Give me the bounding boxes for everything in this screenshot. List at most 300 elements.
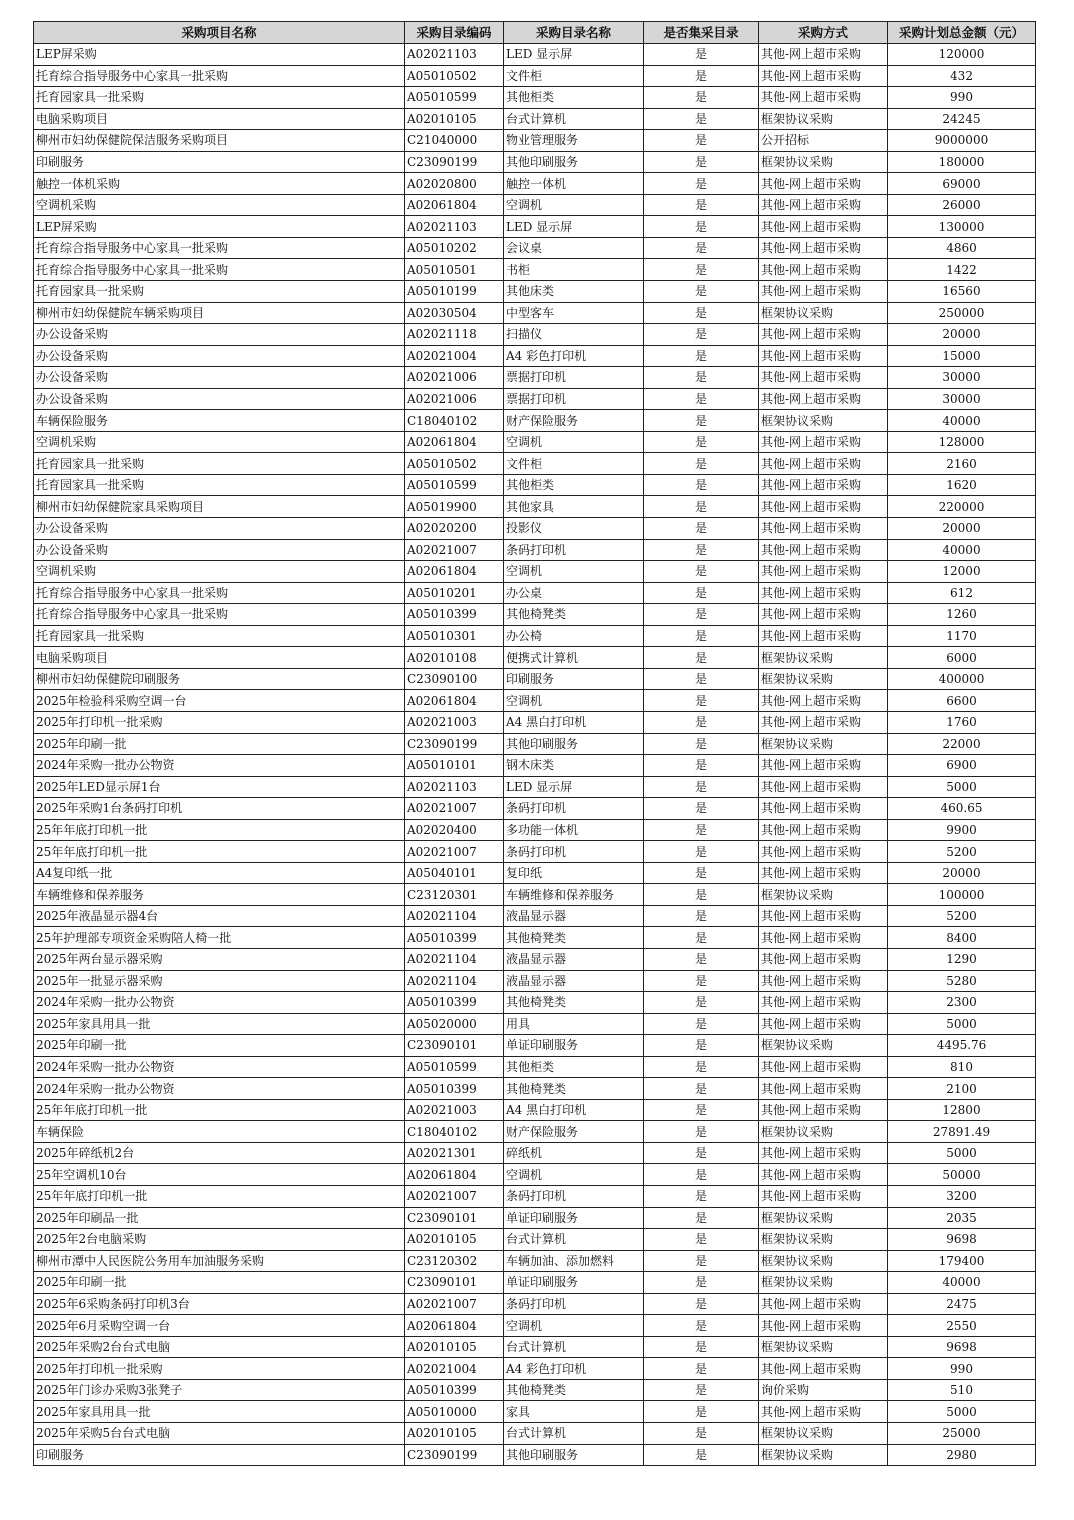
method-cell: 其他-网上超市采购 (759, 259, 888, 281)
method-cell: 框架协议采购 (759, 410, 888, 432)
project-name-cell: LEP屏采购 (34, 216, 405, 238)
table-row (34, 690, 1036, 712)
table-row (34, 1185, 1036, 1207)
catalog-code-cell: A02021006 (405, 388, 504, 410)
table-row (34, 216, 1036, 238)
catalog-name-cell: 钢木床类 (504, 755, 644, 777)
catalog-name-cell: LED 显示屏 (504, 216, 644, 238)
catalog-name-cell: 其他印刷服务 (504, 1444, 644, 1466)
table-row (34, 130, 1036, 152)
project-name-cell: 空调机采购 (34, 194, 405, 216)
centralized-cell: 是 (644, 798, 759, 820)
centralized-cell: 是 (644, 496, 759, 518)
centralized-cell: 是 (644, 841, 759, 863)
centralized-cell: 是 (644, 1444, 759, 1466)
catalog-code-cell: A02061804 (405, 194, 504, 216)
amount-cell: 2550 (888, 1315, 1036, 1337)
catalog-code-cell: A02021007 (405, 1293, 504, 1315)
project-name-cell: 25年年底打印机一批 (34, 1099, 405, 1121)
project-name-cell: LEP屏采购 (34, 44, 405, 66)
centralized-cell: 是 (644, 690, 759, 712)
centralized-cell: 是 (644, 237, 759, 259)
amount-cell: 1422 (888, 259, 1036, 281)
amount-cell: 15000 (888, 345, 1036, 367)
catalog-name-cell: 其他家具 (504, 496, 644, 518)
table-row (34, 1358, 1036, 1380)
method-cell: 框架协议采购 (759, 1423, 888, 1445)
amount-cell: 27891.49 (888, 1121, 1036, 1143)
centralized-cell: 是 (644, 1379, 759, 1401)
table-row (34, 108, 1036, 130)
catalog-name-cell: 车辆加油、添加燃料 (504, 1250, 644, 1272)
method-cell: 其他-网上超市采购 (759, 388, 888, 410)
centralized-cell: 是 (644, 431, 759, 453)
centralized-cell: 是 (644, 1099, 759, 1121)
catalog-name-cell: 便携式计算机 (504, 647, 644, 669)
table-row (34, 453, 1036, 475)
project-name-cell: 车辆保险服务 (34, 410, 405, 432)
project-name-cell: 2025年碎纸机2台 (34, 1142, 405, 1164)
table-row (34, 625, 1036, 647)
table-row (34, 1336, 1036, 1358)
method-cell: 其他-网上超市采购 (759, 173, 888, 195)
catalog-name-cell: 物业管理服务 (504, 130, 644, 152)
catalog-code-cell: C23090101 (405, 1207, 504, 1229)
method-cell: 其他-网上超市采购 (759, 755, 888, 777)
centralized-cell: 是 (644, 1358, 759, 1380)
method-cell: 其他-网上超市采购 (759, 1078, 888, 1100)
amount-cell: 1620 (888, 474, 1036, 496)
catalog-code-cell: A02010105 (405, 1336, 504, 1358)
catalog-code-cell: A02021007 (405, 798, 504, 820)
catalog-name-cell: 条码打印机 (504, 798, 644, 820)
table-row (34, 970, 1036, 992)
catalog-code-cell: A05010199 (405, 281, 504, 303)
centralized-cell: 是 (644, 604, 759, 626)
amount-cell: 990 (888, 1358, 1036, 1380)
catalog-code-cell: A05010399 (405, 992, 504, 1014)
centralized-cell: 是 (644, 65, 759, 87)
table-row (34, 905, 1036, 927)
catalog-name-cell: LED 显示屏 (504, 776, 644, 798)
catalog-code-cell: A02010105 (405, 108, 504, 130)
catalog-code-cell: A05010599 (405, 87, 504, 109)
method-cell: 其他-网上超市采购 (759, 87, 888, 109)
catalog-code-cell: A02021004 (405, 345, 504, 367)
project-name-cell: 车辆维修和保养服务 (34, 884, 405, 906)
catalog-code-cell: C18040102 (405, 410, 504, 432)
catalog-code-cell: C21040000 (405, 130, 504, 152)
centralized-cell: 是 (644, 539, 759, 561)
catalog-code-cell: A02021103 (405, 776, 504, 798)
table-row (34, 1013, 1036, 1035)
catalog-code-cell: A02021007 (405, 1185, 504, 1207)
method-cell: 其他-网上超市采购 (759, 625, 888, 647)
method-cell: 其他-网上超市采购 (759, 1401, 888, 1423)
method-cell: 其他-网上超市采购 (759, 862, 888, 884)
centralized-cell: 是 (644, 1035, 759, 1057)
catalog-name-cell: A4 彩色打印机 (504, 345, 644, 367)
amount-cell: 25000 (888, 1423, 1036, 1445)
amount-cell: 2035 (888, 1207, 1036, 1229)
method-cell: 框架协议采购 (759, 1444, 888, 1466)
catalog-name-cell: 家具 (504, 1401, 644, 1423)
method-cell: 其他-网上超市采购 (759, 1099, 888, 1121)
project-name-cell: 25年年底打印机一批 (34, 1185, 405, 1207)
project-name-cell: 2024年采购一批办公物资 (34, 1056, 405, 1078)
method-cell: 其他-网上超市采购 (759, 690, 888, 712)
centralized-cell: 是 (644, 1336, 759, 1358)
amount-cell: 179400 (888, 1250, 1036, 1272)
catalog-code-cell: A02021006 (405, 367, 504, 389)
method-cell: 其他-网上超市采购 (759, 582, 888, 604)
centralized-cell: 是 (644, 1121, 759, 1143)
project-name-cell: 触控一体机采购 (34, 173, 405, 195)
project-name-cell: 空调机采购 (34, 431, 405, 453)
catalog-name-cell: 其他椅凳类 (504, 1078, 644, 1100)
catalog-code-cell: A05010502 (405, 65, 504, 87)
amount-cell: 40000 (888, 539, 1036, 561)
method-cell: 框架协议采购 (759, 108, 888, 130)
project-name-cell: 2025年6采购条码打印机3台 (34, 1293, 405, 1315)
project-name-cell: 2025年印刷一批 (34, 1272, 405, 1294)
project-name-cell: 托育综合指导服务中心家具一批采购 (34, 65, 405, 87)
amount-cell: 510 (888, 1379, 1036, 1401)
catalog-code-cell: A05010399 (405, 1078, 504, 1100)
centralized-cell: 是 (644, 1315, 759, 1337)
header-row (34, 22, 1036, 44)
catalog-code-cell: A02021003 (405, 711, 504, 733)
project-name-cell: 2025年采购5台台式电脑 (34, 1423, 405, 1445)
method-cell: 其他-网上超市采购 (759, 819, 888, 841)
project-name-cell: 2025年一批显示器采购 (34, 970, 405, 992)
amount-cell: 990 (888, 87, 1036, 109)
catalog-code-cell: A05010502 (405, 453, 504, 475)
table-row (34, 561, 1036, 583)
project-name-cell: 托育园家具一批采购 (34, 87, 405, 109)
centralized-cell: 是 (644, 668, 759, 690)
centralized-cell: 是 (644, 87, 759, 109)
catalog-name-cell: 其他椅凳类 (504, 604, 644, 626)
method-cell: 其他-网上超市采购 (759, 561, 888, 583)
centralized-cell: 是 (644, 1013, 759, 1035)
catalog-name-cell: 复印纸 (504, 862, 644, 884)
amount-cell: 2300 (888, 992, 1036, 1014)
table-row (34, 388, 1036, 410)
catalog-name-cell: 触控一体机 (504, 173, 644, 195)
amount-cell: 26000 (888, 194, 1036, 216)
table-row (34, 410, 1036, 432)
centralized-cell: 是 (644, 474, 759, 496)
header-catalog-name: 采购目录名称 (504, 22, 644, 44)
catalog-name-cell: 用具 (504, 1013, 644, 1035)
catalog-name-cell: LED 显示屏 (504, 44, 644, 66)
method-cell: 其他-网上超市采购 (759, 281, 888, 303)
catalog-name-cell: 其他印刷服务 (504, 151, 644, 173)
method-cell: 其他-网上超市采购 (759, 1293, 888, 1315)
table-row (34, 1423, 1036, 1445)
method-cell: 框架协议采购 (759, 1207, 888, 1229)
centralized-cell: 是 (644, 1272, 759, 1294)
amount-cell: 6600 (888, 690, 1036, 712)
catalog-name-cell: 碎纸机 (504, 1142, 644, 1164)
catalog-name-cell: 液晶显示器 (504, 905, 644, 927)
amount-cell: 400000 (888, 668, 1036, 690)
method-cell: 其他-网上超市采购 (759, 841, 888, 863)
table-row (34, 776, 1036, 798)
table-row (34, 1035, 1036, 1057)
amount-cell: 5000 (888, 1013, 1036, 1035)
table-row (34, 1401, 1036, 1423)
centralized-cell: 是 (644, 324, 759, 346)
table-row (34, 1164, 1036, 1186)
project-name-cell: A4复印纸一批 (34, 862, 405, 884)
table-row (34, 65, 1036, 87)
amount-cell: 1260 (888, 604, 1036, 626)
catalog-code-cell: A05010000 (405, 1401, 504, 1423)
table-row (34, 668, 1036, 690)
centralized-cell: 是 (644, 927, 759, 949)
header-amount: 采购计划总金额（元） (888, 22, 1036, 44)
method-cell: 框架协议采购 (759, 733, 888, 755)
table-row (34, 819, 1036, 841)
amount-cell: 5000 (888, 1142, 1036, 1164)
catalog-code-cell: A02061804 (405, 431, 504, 453)
catalog-code-cell: A02021004 (405, 1358, 504, 1380)
table-row (34, 1078, 1036, 1100)
table-row (34, 647, 1036, 669)
centralized-cell: 是 (644, 44, 759, 66)
amount-cell: 20000 (888, 324, 1036, 346)
catalog-name-cell: 财产保险服务 (504, 410, 644, 432)
table-row (34, 496, 1036, 518)
method-cell: 框架协议采购 (759, 1229, 888, 1251)
method-cell: 其他-网上超市采购 (759, 237, 888, 259)
table-row (34, 1293, 1036, 1315)
method-cell: 其他-网上超市采购 (759, 194, 888, 216)
method-cell: 其他-网上超市采购 (759, 453, 888, 475)
centralized-cell: 是 (644, 388, 759, 410)
catalog-name-cell: 其他床类 (504, 281, 644, 303)
project-name-cell: 办公设备采购 (34, 367, 405, 389)
catalog-name-cell: 中型客车 (504, 302, 644, 324)
catalog-name-cell: 台式计算机 (504, 1229, 644, 1251)
table-row (34, 87, 1036, 109)
table-row (34, 237, 1036, 259)
amount-cell: 12000 (888, 561, 1036, 583)
catalog-code-cell: A05010599 (405, 1056, 504, 1078)
catalog-code-cell: C23090199 (405, 1444, 504, 1466)
amount-cell: 5280 (888, 970, 1036, 992)
catalog-code-cell: A02021007 (405, 539, 504, 561)
catalog-name-cell: 印刷服务 (504, 668, 644, 690)
amount-cell: 810 (888, 1056, 1036, 1078)
amount-cell: 2100 (888, 1078, 1036, 1100)
project-name-cell: 2025年两台显示器采购 (34, 948, 405, 970)
method-cell: 框架协议采购 (759, 1035, 888, 1057)
method-cell: 其他-网上超市采购 (759, 905, 888, 927)
centralized-cell: 是 (644, 733, 759, 755)
amount-cell: 30000 (888, 367, 1036, 389)
centralized-cell: 是 (644, 108, 759, 130)
centralized-cell: 是 (644, 1401, 759, 1423)
centralized-cell: 是 (644, 884, 759, 906)
catalog-code-cell: C18040102 (405, 1121, 504, 1143)
project-name-cell: 空调机采购 (34, 561, 405, 583)
centralized-cell: 是 (644, 905, 759, 927)
amount-cell: 2475 (888, 1293, 1036, 1315)
catalog-code-cell: A05010399 (405, 1379, 504, 1401)
centralized-cell: 是 (644, 1293, 759, 1315)
amount-cell: 12800 (888, 1099, 1036, 1121)
table-row (34, 259, 1036, 281)
catalog-code-cell: A02061804 (405, 1164, 504, 1186)
catalog-code-cell: C23090101 (405, 1272, 504, 1294)
table-row (34, 324, 1036, 346)
project-name-cell: 柳州市妇幼保健院印刷服务 (34, 668, 405, 690)
project-name-cell: 办公设备采购 (34, 518, 405, 540)
project-name-cell: 2025年LED显示屏1台 (34, 776, 405, 798)
catalog-name-cell: 条码打印机 (504, 1293, 644, 1315)
method-cell: 框架协议采购 (759, 668, 888, 690)
project-name-cell: 2025年打印机一批采购 (34, 711, 405, 733)
project-name-cell: 托育综合指导服务中心家具一批采购 (34, 582, 405, 604)
amount-cell: 9900 (888, 819, 1036, 841)
amount-cell: 250000 (888, 302, 1036, 324)
table-row (34, 948, 1036, 970)
amount-cell: 30000 (888, 388, 1036, 410)
method-cell: 其他-网上超市采购 (759, 367, 888, 389)
amount-cell: 220000 (888, 496, 1036, 518)
table-row (34, 884, 1036, 906)
method-cell: 其他-网上超市采购 (759, 948, 888, 970)
catalog-name-cell: 其他椅凳类 (504, 992, 644, 1014)
method-cell: 其他-网上超市采购 (759, 496, 888, 518)
catalog-code-cell: A02061804 (405, 1315, 504, 1337)
catalog-code-cell: A02030504 (405, 302, 504, 324)
project-name-cell: 2025年印刷一批 (34, 733, 405, 755)
project-name-cell: 办公设备采购 (34, 324, 405, 346)
method-cell: 其他-网上超市采购 (759, 604, 888, 626)
project-name-cell: 托育园家具一批采购 (34, 453, 405, 475)
centralized-cell: 是 (644, 1185, 759, 1207)
centralized-cell: 是 (644, 862, 759, 884)
catalog-name-cell: A4 黑白打印机 (504, 1099, 644, 1121)
project-name-cell: 2025年印刷一批 (34, 1035, 405, 1057)
method-cell: 其他-网上超市采购 (759, 927, 888, 949)
project-name-cell: 电脑采购项目 (34, 647, 405, 669)
project-name-cell: 2025年打印机一批采购 (34, 1358, 405, 1380)
catalog-name-cell: 液晶显示器 (504, 948, 644, 970)
catalog-code-cell: A02021003 (405, 1099, 504, 1121)
project-name-cell: 托育园家具一批采购 (34, 625, 405, 647)
table-row (34, 927, 1036, 949)
centralized-cell: 是 (644, 259, 759, 281)
centralized-cell: 是 (644, 1423, 759, 1445)
table-row (34, 1056, 1036, 1078)
catalog-code-cell: A05010599 (405, 474, 504, 496)
method-cell: 其他-网上超市采购 (759, 1142, 888, 1164)
amount-cell: 9698 (888, 1336, 1036, 1358)
table-row (34, 194, 1036, 216)
amount-cell: 69000 (888, 173, 1036, 195)
centralized-cell: 是 (644, 625, 759, 647)
method-cell: 其他-网上超市采购 (759, 518, 888, 540)
amount-cell: 120000 (888, 44, 1036, 66)
centralized-cell: 是 (644, 281, 759, 303)
catalog-name-cell: 液晶显示器 (504, 970, 644, 992)
centralized-cell: 是 (644, 1142, 759, 1164)
project-name-cell: 2025年印刷品一批 (34, 1207, 405, 1229)
table-row (34, 841, 1036, 863)
catalog-code-cell: A05010501 (405, 259, 504, 281)
catalog-code-cell: A02061804 (405, 690, 504, 712)
catalog-code-cell: A02010108 (405, 647, 504, 669)
project-name-cell: 2025年家具用具一批 (34, 1401, 405, 1423)
project-name-cell: 2024年采购一批办公物资 (34, 992, 405, 1014)
catalog-code-cell: A02021103 (405, 216, 504, 238)
method-cell: 其他-网上超市采购 (759, 798, 888, 820)
project-name-cell: 2025年液晶显示器4台 (34, 905, 405, 927)
catalog-code-cell: C23090101 (405, 1035, 504, 1057)
amount-cell: 9000000 (888, 130, 1036, 152)
centralized-cell: 是 (644, 345, 759, 367)
amount-cell: 5000 (888, 1401, 1036, 1423)
table-row (34, 367, 1036, 389)
table-row (34, 1099, 1036, 1121)
centralized-cell: 是 (644, 367, 759, 389)
amount-cell: 100000 (888, 884, 1036, 906)
catalog-name-cell: 其他柜类 (504, 1056, 644, 1078)
amount-cell: 1760 (888, 711, 1036, 733)
header-method: 采购方式 (759, 22, 888, 44)
catalog-name-cell: 空调机 (504, 1315, 644, 1337)
catalog-name-cell: 空调机 (504, 194, 644, 216)
table-body (34, 44, 1036, 1466)
amount-cell: 4860 (888, 237, 1036, 259)
project-name-cell: 柳州市妇幼保健院家具采购项目 (34, 496, 405, 518)
amount-cell: 2160 (888, 453, 1036, 475)
amount-cell: 16560 (888, 281, 1036, 303)
project-name-cell: 印刷服务 (34, 151, 405, 173)
catalog-name-cell: 文件柜 (504, 453, 644, 475)
amount-cell: 5200 (888, 841, 1036, 863)
method-cell: 其他-网上超市采购 (759, 992, 888, 1014)
method-cell: 其他-网上超市采购 (759, 1358, 888, 1380)
centralized-cell: 是 (644, 561, 759, 583)
amount-cell: 8400 (888, 927, 1036, 949)
catalog-code-cell: A05020000 (405, 1013, 504, 1035)
amount-cell: 6900 (888, 755, 1036, 777)
project-name-cell: 2025年采购1台条码打印机 (34, 798, 405, 820)
table-row (34, 1272, 1036, 1294)
project-name-cell: 柳州市妇幼保健院车辆采购项目 (34, 302, 405, 324)
amount-cell: 432 (888, 65, 1036, 87)
centralized-cell: 是 (644, 1056, 759, 1078)
catalog-code-cell: A02021104 (405, 970, 504, 992)
catalog-code-cell: A05010101 (405, 755, 504, 777)
catalog-name-cell: 台式计算机 (504, 1336, 644, 1358)
method-cell: 询价采购 (759, 1379, 888, 1401)
catalog-name-cell: 其他印刷服务 (504, 733, 644, 755)
catalog-code-cell: A05010399 (405, 927, 504, 949)
table-row (34, 1444, 1036, 1466)
centralized-cell: 是 (644, 302, 759, 324)
project-name-cell: 托育综合指导服务中心家具一批采购 (34, 237, 405, 259)
catalog-name-cell: 书柜 (504, 259, 644, 281)
catalog-code-cell: A02021301 (405, 1142, 504, 1164)
table-row (34, 474, 1036, 496)
